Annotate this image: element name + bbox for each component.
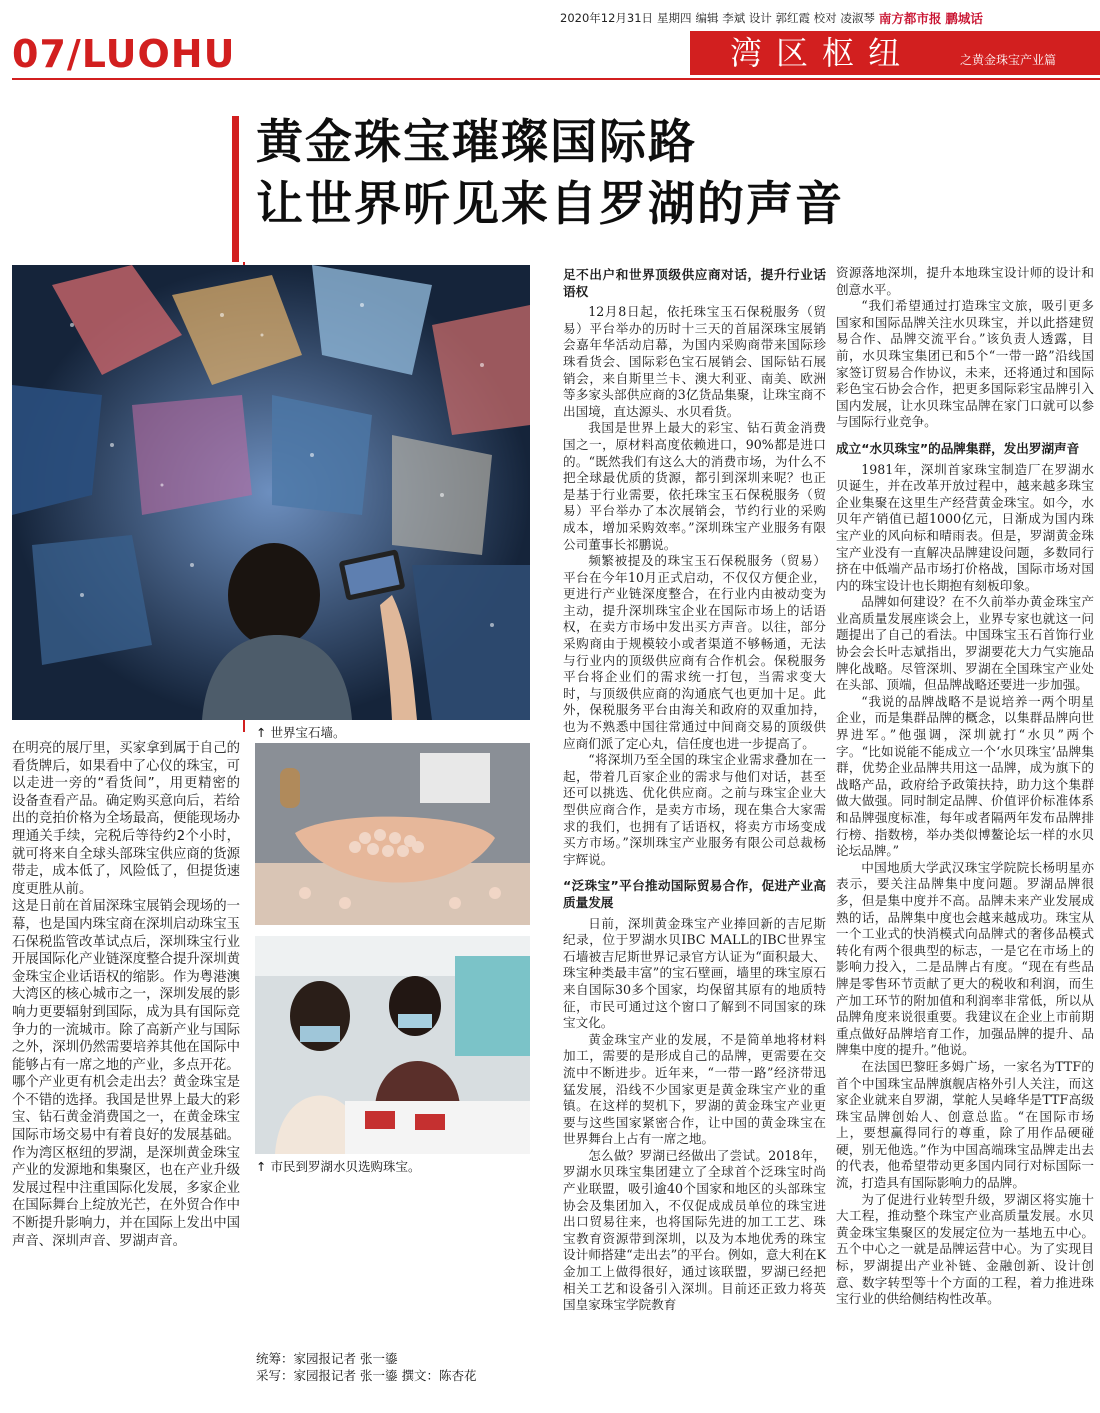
subheading-3: 成立“水贝珠宝”的品牌集群，发出罗湖声音: [836, 440, 1080, 456]
paper-blog: 鹏城话: [945, 11, 983, 26]
paragraph: 在法国巴黎旺多姆广场，一家名为TTF的首个中国珠宝品牌旗舰店格外引人关注，而这家企业就来自罗湖，掌舵人吴峰华是TTF高级珠宝品牌创始人、创意总监。“在国际市场上，要想赢得同行的尊重，除了用作品硬碰硬，别无他选。”作为中国高端珠宝品牌走出去的代表，他希望带动更多国内同行对标国际一流，打造具有国际影响力的品牌。: [836, 1058, 1094, 1191]
lead-column: [12, 740, 240, 1250]
shopping-caption: ↑ 市民到罗湖水贝选购珠宝。: [256, 1159, 421, 1174]
article-column-3: [836, 265, 1094, 1308]
paragraph: 为了促进行业转型升级，罗湖区将实施十大工程，推动整个珠宝产业高质量发展。水贝黄金珠宝集聚区的发展定位为一基地五中心。五个中心之一就是品牌运营中心。为了实现目标，罗湖提出产业补链、金融创新、设计创意、数字转型等十个方面的工程，着力推进珠宝行业的供给侧结构性改革。: [836, 1191, 1094, 1307]
header-rule: [12, 78, 1100, 80]
byline-coordinator: 统筹：家园报记者 张一鎏: [256, 1351, 398, 1366]
paragraph: 黄金珠宝产业的发展，不是简单地将材料加工，需要的是形成自己的品牌，更需要在交流中不断进步。近年来，“一带一路”经济带迅猛发展，沿线不少国家更是黄金珠宝产业的重镇。在这样的契机下，罗湖的黄金珠宝产业更要与这些国家紧密合作，让中国的黄金珠宝在世界舞台上占有一席之地。: [563, 1031, 826, 1147]
pearls-photo: [255, 743, 530, 925]
paragraph: 日前，深圳黄金珠宝产业捧回新的吉尼斯纪录，位于罗湖水贝IBC MALL的IBC世界宝石墙被吉尼斯世界记录官方认证为“面积最大、珠宝种类最丰富”的宝石壁画，墙里的珠宝原石来自国际30多个国家，均保留其原有的地质特征，市民可通过这个窗口了解到不同国家的珠宝文化。: [563, 915, 826, 1031]
staff-credits: 编辑 李斌 设计 郭红霞 校对 凌淑琴: [695, 11, 875, 25]
headline-line-2: 让世界听见来自罗湖的声音: [256, 177, 844, 232]
article-column-2: [563, 265, 826, 1314]
paragraph: 品牌如何建设？在不久前举办黄金珠宝产业高质量发展座谈会上，业界专家也就这一问题提出了自己的看法。中国珠宝玉石首饰行业协会会长叶志斌指出，罗湖要花大力气实施品牌化战略。尽管深圳、罗湖在全国珠宝产业处在头部、顶端，但品牌战略还要进一步加强。: [836, 594, 1094, 693]
subheading-1: 足不出户和世界顶级供应商对话，提升行业话语权: [563, 267, 826, 299]
paragraph: 资源落地深圳，提升本地珠宝设计师的设计和创意水平。: [836, 265, 1094, 297]
lead-paragraph-2: 这是日前在首届深珠宝展销会现场的一幕，也是国内珠宝商在深圳启动珠宝玉石保税监管改革试点后，深圳珠宝行业开展国际化产业链深度整合提升深圳黄金珠宝企业话语权的缩影。作为粤港澳大湾区的核心城市之一，深圳发展的影响力更要辐射到国际，成为具有国际竞争力的一流城市。除了高新产业与国际之外，深圳仍然需要培养其他在国际中能够占有一席之地的产业，多点开花。: [12, 899, 240, 1073]
byline-writers: 采写：家园报记者 张一鎏 撰文：陈杏花: [256, 1368, 477, 1383]
subheading-2: “泛珠宝”平台推动国际贸易合作，促进产业高质量发展: [563, 878, 826, 910]
lead-paragraph-3: 哪个产业更有机会走出去？黄金珠宝是个不错的选择。我国是世界上最大的彩宝、钻石黄金消费国之一，在黄金珠宝国际市场交易中有着良好的发展基础。作为湾区枢纽的罗湖，是深圳黄金珠宝产业的发源地和集聚区，也在产业升级发展过程中注重国际化发展，多家企业在国际舞台上绽放光芒，在外贸合作中不断提升影响力，并在国际上发出中国声音、深圳声音、罗湖声音。: [12, 1075, 240, 1249]
masthead-info: [560, 8, 1095, 28]
paragraph: 1981年，深圳首家珠宝制造厂在罗湖水贝诞生，并在改革开放过程中，越来越多珠宝企业集聚在这里生产经营黄金珠宝。如今，水贝年产销值已超1000亿元，日渐成为国内珠宝产业的风向标和晴雨表。但是，罗湖黄金珠宝产业没有一直解决品牌建设问题，多数同行挤在中低端产品市场打价格战，国际市场对国内的珠宝设计也长期抱有刻板印象。: [836, 461, 1094, 593]
paragraph: 12月8日起，依托珠宝玉石保税服务（贸易）平台举办的历时十三天的首届深珠宝展销会嘉年华活动启幕，为国内采购商带来国际珍珠看货会、国际彩色宝石展销会、国际钻石展销会，来自斯里兰卡、澳大利亚、南美、欧洲等多家头部供应商的3亿货品集聚，让珠宝商不出国境，直达源头、水贝看货。: [563, 304, 826, 419]
paragraph: “我说的品牌战略不是说培养一两个明星企业，而是集群品牌的概念，以集群品牌向世界进军。”他强调，深圳就打“水贝”两个字。“比如说能不能成立一个‘水贝珠宝’品牌集群，优势企业品牌共用这一品牌，成为旗下的战略产品，政府给予政策扶持，助力这个集群做大做强。同时制定品牌、价值评价标准体系和品牌强度标准，每年或者隔两年发布品牌排行榜、指数榜，举办类似博鳌论坛一样的水贝论坛品牌。”: [836, 693, 1094, 859]
gem-wall-photo: [12, 265, 530, 720]
section-subtitle: 之黄金珠宝产业篇: [960, 53, 1057, 67]
paragraph: 我国是世界上最大的彩宝、钻石黄金消费国之一，原材料高度依赖进口，90%都是进口的。“既然我们有这么大的消费市场，为什么不把全球最优质的货源，都引到深圳来呢？也正是基于行业需要，依托珠宝玉石保税服务（贸易）平台举办了本次展销会，节约行业的采购成本，增加采购效率。”深圳珠宝产业服务有限公司董事长祁鹏说。: [563, 420, 826, 552]
paragraph: “将深圳乃至全国的珠宝企业需求叠加在一起，带着几百家企业的需求与他们对话，甚至还可以挑选、优化供应商。之前与珠宝企业大型供应商合作，是卖方市场，现在集合大家需求的我们，也拥有了话语权，将卖方市场变成买方市场。”深圳珠宝产业服务有限公司总裁杨宇辉说。: [563, 752, 826, 867]
paper-name: 南方都市报: [878, 11, 942, 26]
page-number: 07/LUOHU: [12, 32, 236, 76]
headline: [256, 112, 844, 236]
byline: [256, 1350, 476, 1384]
issue-weekday: 星期四: [657, 11, 692, 25]
headline-line-1: 黄金珠宝璀璨国际路: [256, 115, 697, 170]
paragraph: 怎么做？罗湖已经做出了尝试。2018年，罗湖水贝珠宝集团建立了全球首个泛珠宝时尚产业联盟，吸引逾40个国家和地区的头部珠宝协会及集团加入，不仅促成成员单位的珠宝进出口贸易往来，也将国际先进的加工工艺、珠宝教育资源带到深圳，以及为本地优秀的珠宝设计师搭建“走出去”的平台。例如，意大利在K金加工上做得很好，通过该联盟，罗湖已经把相关工艺和设备引入深圳。目前还正致力将英国皇家珠宝学院教育: [563, 1147, 826, 1313]
gem-wall-caption: ↑ 世界宝石墙。: [256, 725, 346, 740]
paragraph: 中国地质大学武汉珠宝学院院长杨明星亦表示，要关注品牌集中度问题。罗湖品牌很多，但是集中度并不高。品牌未来产业发展成熟的话，品牌集中度也会越来越成功。珠宝从一个工业式的快消模式向品牌式的奢侈品模式转化有两个很典型的标志，一是它在市场上的影响力投入，二是品牌占有度。“现在有些品牌是零售环节贡献了更大的税收和利润，而生产加工环节的附加值和利润率非常低，所以从品牌角度来说很重要。我建议在企业上市前期重点做好品牌培育工作，加强品牌的提升、品牌集中度的提升。”他说。: [836, 859, 1094, 1058]
lead-paragraph-1: 在明亮的展厅里，买家拿到属于自己的看货牌后，如果看中了心仪的珠宝，可以走进一旁的“看货间”，用更精密的设备查看产品。确定购买意向后，若给出的竞拍价格为全场最高，便能现场办理通关手续，完税后等待约2个小时，就可将来自全球头部珠宝供应商的货源带走，成本低了，风险低了，但提货速度更胜从前。: [12, 741, 240, 897]
shopping-photo: [255, 936, 530, 1154]
paragraph: “我们希望通过打造珠宝文旅，吸引更多国家和国际品牌关注水贝珠宝，并以此搭建贸易合作、品牌交流平台。”该负责人透露，目前，水贝珠宝集团已和5个“一带一路”沿线国家签订贸易合作协议，未来，还将通过和国际彩色宝石协会合作，把更多国际彩宝品牌引入国内发展，让水贝珠宝品牌在家门口就可以参与国际行业竞争。: [836, 298, 1094, 430]
headline-bar: [232, 116, 239, 262]
issue-date: 2020年12月31日: [560, 11, 654, 25]
section-name: 湾区枢纽: [730, 34, 915, 72]
paragraph: 频繁被提及的珠宝玉石保税服务（贸易）平台在今年10月正式启动，不仅仅方便企业，更进行产业链深度整合，在行业内由被动变为主动，提升深圳珠宝企业在国际市场上的话语权，在卖方市场中发出买方声音。以往，部分采购商由于规模较小或者渠道不够畅通，无法与行业内的顶级供应商有合作机会。保税服务平台将企业们的需求统一打包，当需求变大时，与顶级供应商的沟通底气也更加十足。此外，保税服务平台由海关和政府的双重加持，也为不熟悉中国往常通过中间商交易的顶级供应商们派了定心丸，信任度也进一步提高了。: [563, 553, 826, 751]
